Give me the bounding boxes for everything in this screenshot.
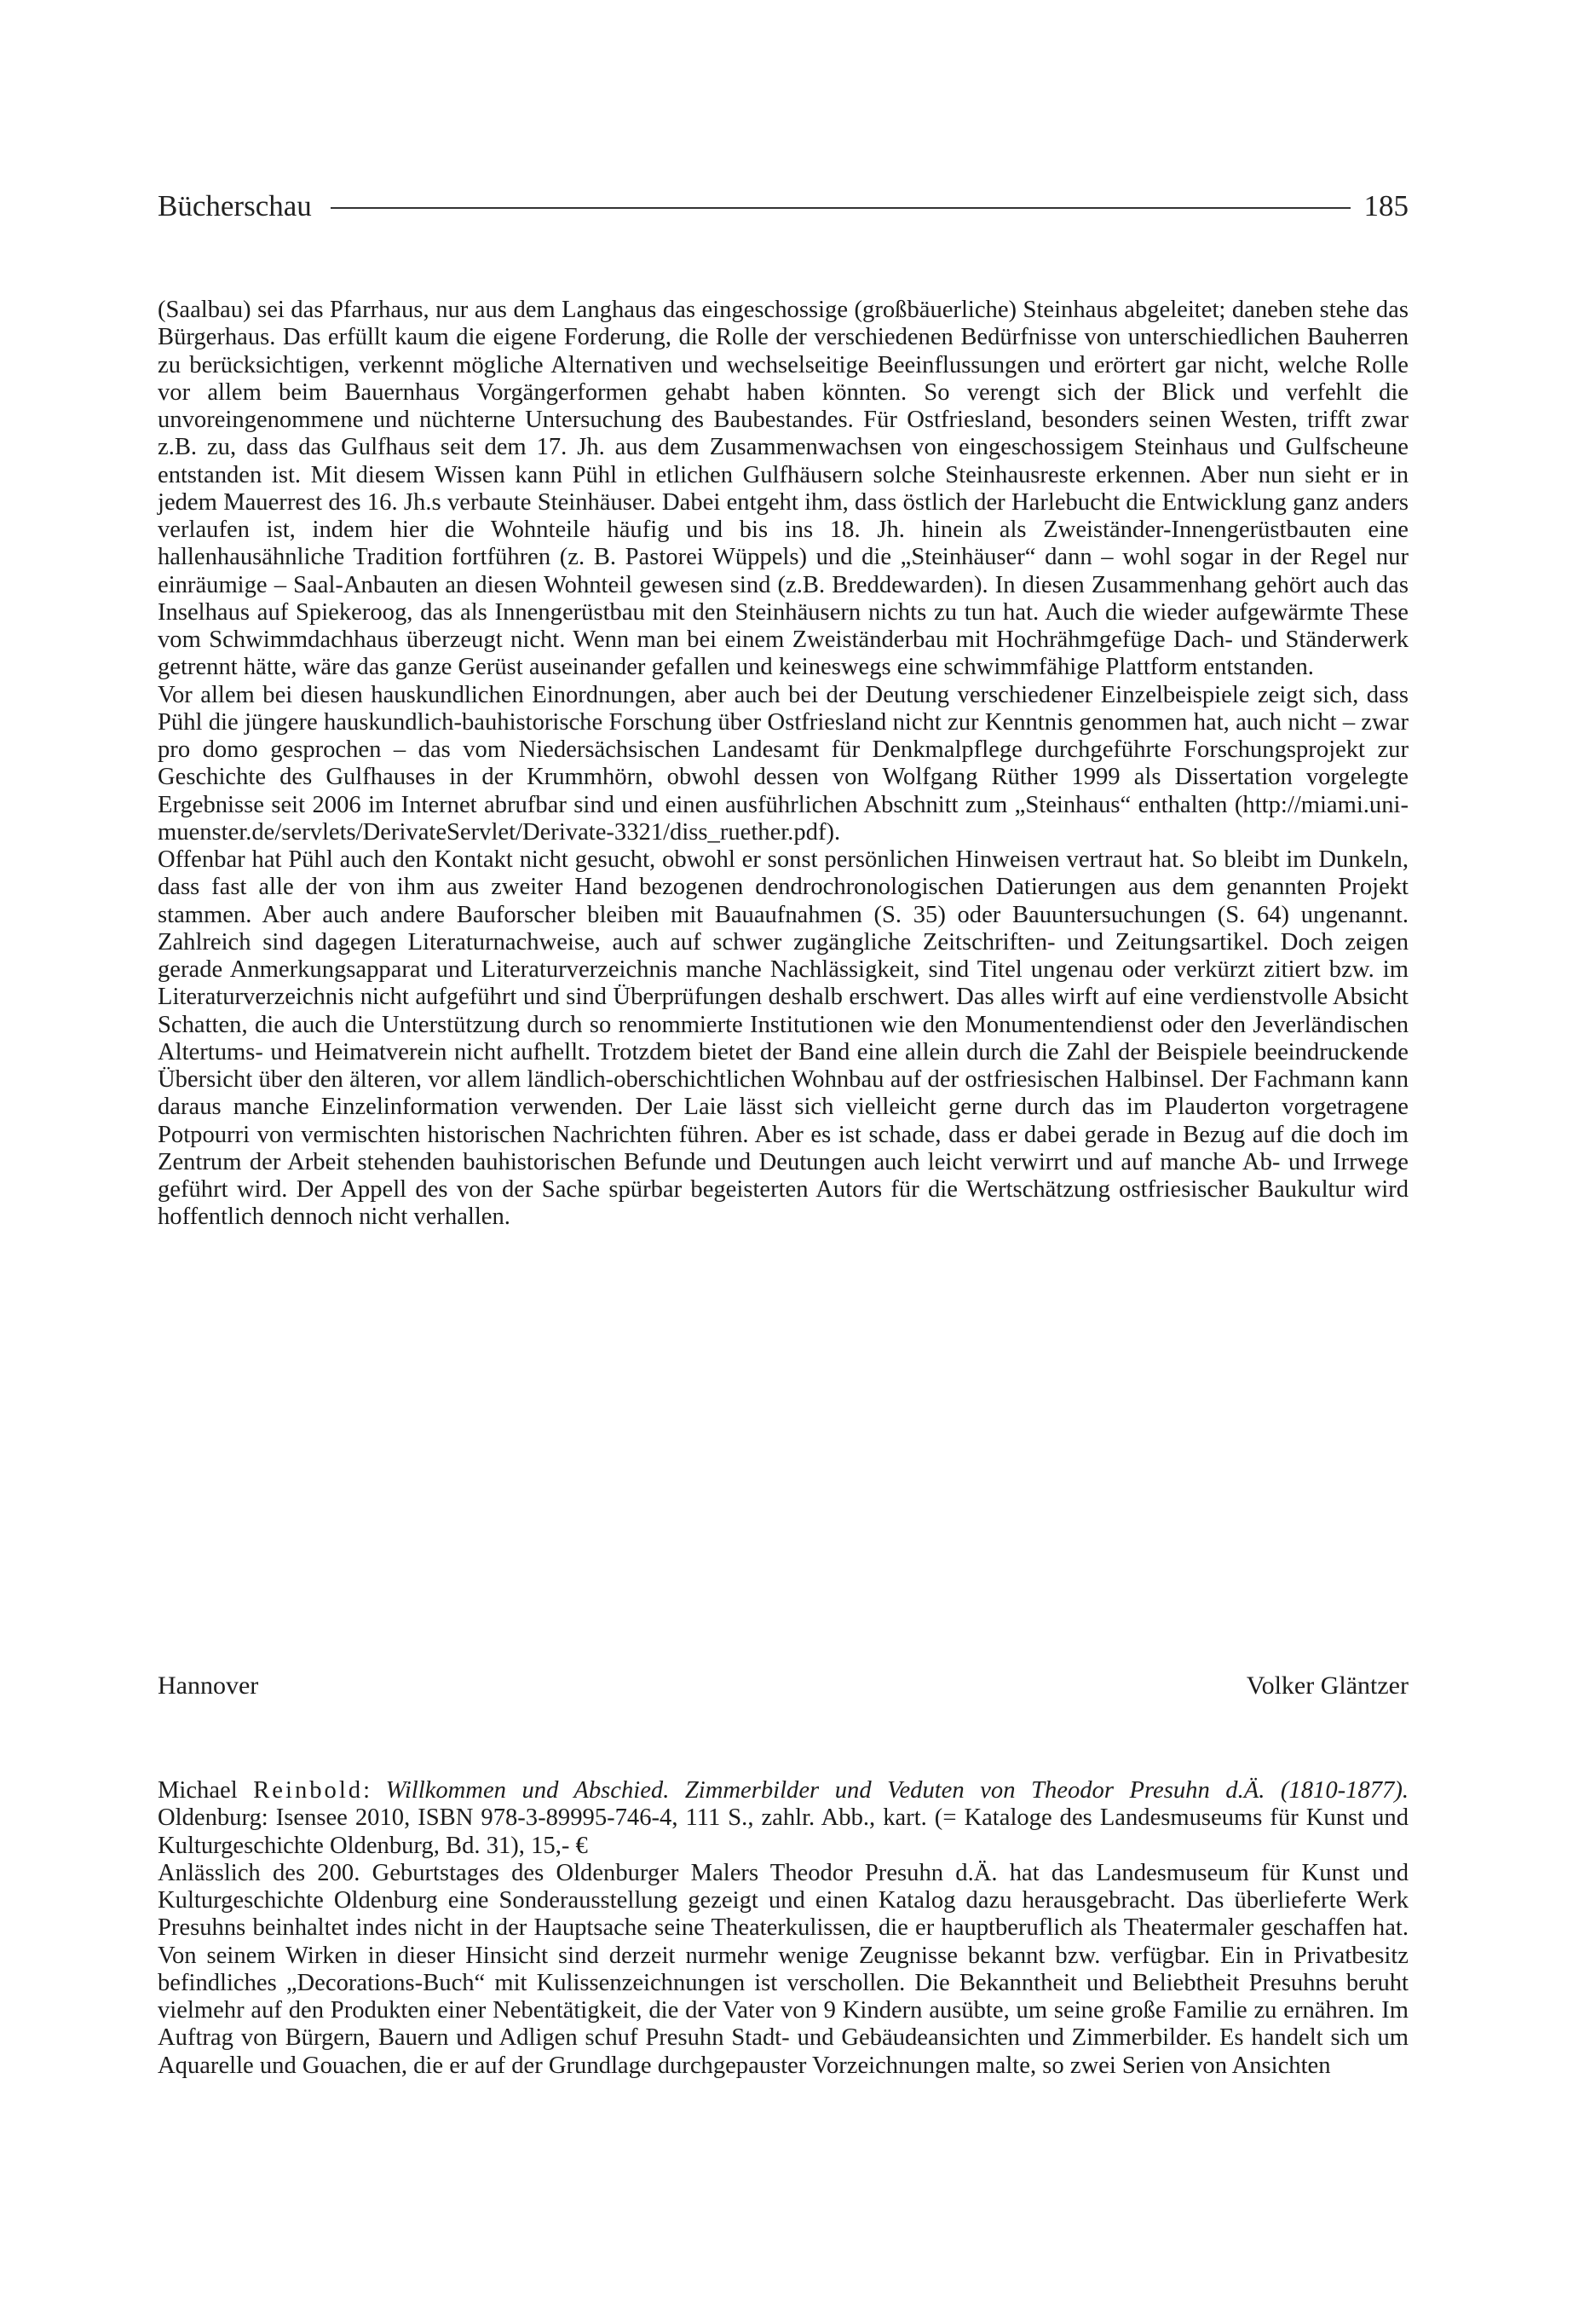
paragraph: Vor allem bei diesen hauskundlichen Einordnungen, aber auch bei der Deutung verschiedener Einzelbeispiele zeigt sich, dass Pühl die jüngere hauskundlich-bauhistorische Forschung über Ostfriesland nicht zur Kenntnis genommen hat, auch nicht – zwar pro domo gesprochen – das vom Niedersächsischen Landesamt für Denkmalpflege durchgeführte Forschungsprojekt zur Geschichte des Gulfhauses in der Krummhörn, obwohl dessen von Wolfgang Rüther 1999 als Dissertation vorgelegte Ergebnisse seit 2006 im Internet abrufbar sind und einen ausführlichen Abschnitt zum „Steinhaus“ enthalten (http://miami.uni-muenster.de/servlets/DerivateServlet/Derivate-3321/diss_ruether.pdf). [158, 681, 1409, 846]
review-signature [158, 1671, 1409, 1700]
bibliographic-entry [158, 1777, 1409, 1860]
section-title: Bücherschau [158, 189, 312, 222]
review-body-2 [158, 1777, 1409, 2080]
page-number: 185 [1363, 189, 1409, 222]
header-rule [331, 207, 1351, 209]
reviewer-name: Volker Gläntzer [1246, 1671, 1409, 1700]
place: Hannover [158, 1671, 259, 1700]
review-body-1 [158, 297, 1409, 1232]
page [158, 0, 1409, 2321]
author-first-name: Michael [158, 1777, 254, 1804]
author-separator: : [363, 1777, 386, 1804]
paragraph: (Saalbau) sei das Pfarrhaus, nur aus dem Langhaus das eingeschossige (großbäuerliche) Steinhaus abgeleitet; daneben stehe das Bürgerhaus. Das erfüllt kaum die eigene Forderung, die Rolle der verschiedenen Bedürfnisse von unterschiedlichen Bauherren zu berücksichtigen, verkennt mögliche Alternativen und wechselseitige Beeinflussungen und erörtert gar nicht, welche Rolle vor allem beim Bauernhaus Vorgängerformen gehabt haben könnten. So verengt sich der Blick und verfehlt die unvoreingenommene und nüchterne Untersuchung des Baubestandes. Für Ostfriesland, besonders seinen Westen, trifft zwar z.B. zu, dass das Gulfhaus seit dem 17. Jh. aus dem Zusammenwachsen von eingeschossigem Steinhaus und Gulfscheune entstanden ist. Mit diesem Wissen kann Pühl in etlichen Gulfhäusern solche Steinhausreste erkennen. Aber nun sieht er in jedem Mauerrest des 16. Jh.s verbaute Steinhäuser. Dabei entgeht ihm, dass östlich der Harlebucht die Entwicklung ganz anders verlaufen ist, indem hier die Wohnteile häufig und bis ins 18. Jh. hinein als Zweiständer-Innengerüstbauten eine hallenhausähnliche Tradition fortführen (z. B. Pastorei Wüppels) und die „Steinhäuser“ dann – wohl sogar in der Regel nur einräumige – Saal-Anbauten an diesen Wohnteil gewesen sind (z.B. Breddewarden). In diesen Zusammenhang gehört auch das Inselhaus auf Spiekeroog, das als Innengerüstbau mit den Steinhäusern nichts zu tun hat. Auch die wieder aufgewärmte These vom Schwimmdachhaus überzeugt nicht. Wenn man bei einem Zweiständerbau mit Hochrähmgefüge Dach- und Ständerwerk getrennt hätte, wäre das ganze Gerüst auseinander gefallen und keineswegs eine schwimmfähige Plattform entstanden. [158, 297, 1409, 681]
running-head [158, 189, 1409, 223]
paragraph: Offenbar hat Pühl auch den Kontakt nicht gesucht, obwohl er sonst persönlichen Hinweisen vertraut hat. So bleibt im Dunkeln, dass fast alle der von ihm aus zweiter Hand bezogenen dendrochronologischen Datierungen aus dem genannten Projekt stammen. Aber auch andere Bauforscher bleiben mit Bauaufnahmen (S. 35) oder Bauuntersuchungen (S. 64) ungenannt. Zahlreich sind dagegen Literaturnachweise, auch auf schwer zugängliche Zeitschriften- und Zeitungsartikel. Doch zeigen gerade Anmerkungsapparat und Literaturverzeichnis manche Nachlässigkeit, sind Titel ungenau oder verkürzt zitiert bzw. im Literaturverzeichnis nicht aufgeführt und sind Überprüfungen deshalb erschwert. Das alles wirft auf eine verdienstvolle Absicht Schatten, die auch die Unterstützung durch so renommierte Institutionen wie den Monumentendienst oder den Jeverländischen Altertums- und Heimatverein nicht aufhellt. Trotzdem bietet der Band eine allein durch die Zahl der Beispiele beeindruckende Übersicht über den älteren, vor allem ländlich-oberschichtlichen Wohnbau auf der ostfriesischen Halbinsel. Der Fachmann kann daraus manche Einzelinformation verwenden. Der Laie lässt sich vielleicht gerne durch das im Plauderton vorgetragene Potpourri von vermischten historischen Nachrichten führen. Aber es ist schade, dass er dabei gerade in Bezug auf die doch im Zentrum der Arbeit stehenden bauhistorischen Befunde und Deutungen auch leicht verwirrt und auf manche Ab- und Irrwege geführt wird. Der Appell des von der Sache spürbar begeisterten Autors für die Wertschätzung ostfriesischer Baukultur wird hoffentlich dennoch nicht verhallen. [158, 846, 1409, 1231]
author-last-name: Reinbold [253, 1777, 364, 1804]
publication-details: Oldenburg: Isensee 2010, ISBN 978-3-89995-746-4, 111 S., zahlr. Abb., kart. (= Kataloge des Landesmuseums für Kunst und Kulturgeschichte Oldenburg, Bd. 31), 15,- € [158, 1804, 1409, 1859]
book-title: Willkommen und Abschied. Zimmerbilder und Veduten von Theodor Presuhn d.Ä. (1810-1877). [385, 1777, 1409, 1804]
paragraph: Anlässlich des 200. Geburtstages des Oldenburger Malers Theodor Presuhn d.Ä. hat das Landesmuseum für Kunst und Kulturgeschichte Oldenburg eine Sonderausstellung gezeigt und einen Katalog dazu herausgebracht. Das überlieferte Werk Presuhns beinhaltet indes nicht in der Hauptsache seine Theaterkulissen, die er hauptberuflich als Theatermaler geschaffen hat. Von seinem Wirken in dieser Hinsicht sind derzeit nurmehr wenige Zeugnisse bekannt bzw. verfügbar. Ein in Privatbesitz befindliches „Decorations-Buch“ mit Kulissenzeichnungen ist verschollen. Die Bekanntheit und Beliebtheit Presuhns beruht vielmehr auf den Produkten einer Nebentätigkeit, die der Vater von 9 Kindern ausübte, um seine große Familie zu ernähren. Im Auftrag von Bürgern, Bauern und Adligen schuf Presuhn Stadt- und Gebäudeansichten und Zimmerbilder. Es handelt sich um Aquarelle und Gouachen, die er auf der Grundlage durchgepauster Vorzeichnungen malte, so zwei Serien von Ansichten [158, 1859, 1409, 2079]
